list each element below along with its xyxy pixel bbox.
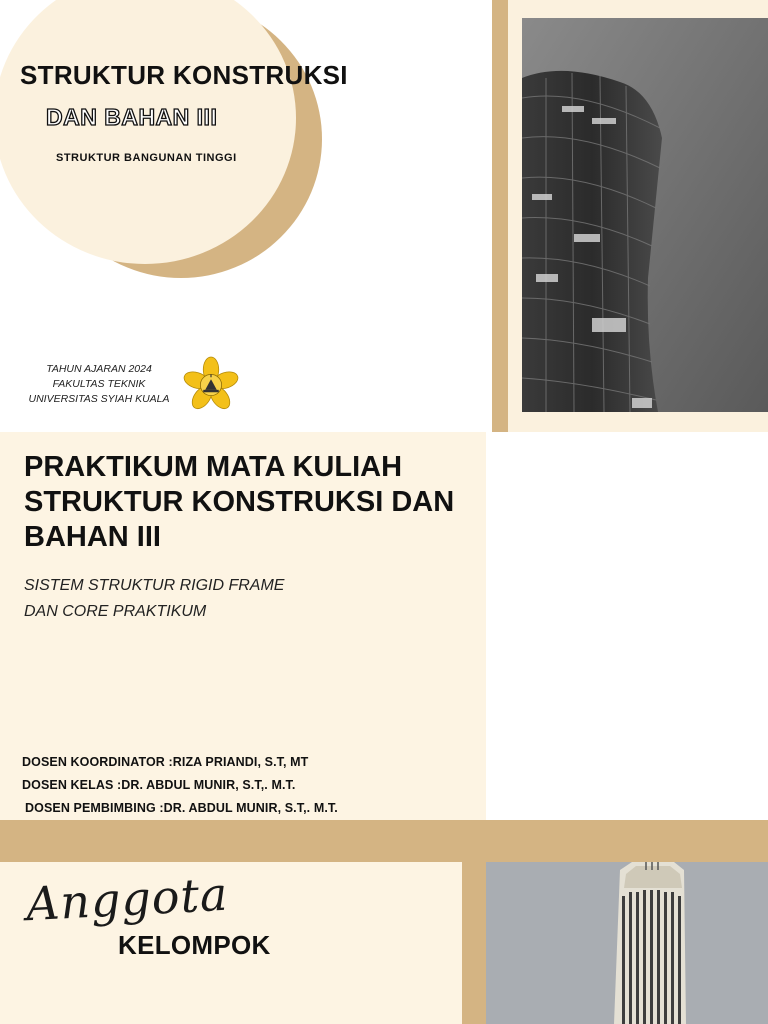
divider-band — [0, 820, 768, 862]
dosen-koordinator: DOSEN KOORDINATOR :RIZA PRIANDI, S.T, MT — [22, 755, 309, 769]
faculty-name: FAKULTAS TEKNIK — [52, 378, 146, 390]
cover-title-outline: DAN BAHAN III — [46, 104, 218, 130]
course-subtitle — [24, 573, 284, 625]
course-title — [24, 450, 544, 555]
cover-title: STRUKTUR KONSTRUKSI — [20, 60, 348, 90]
university-name: UNIVERSITAS SYIAH KUALA — [28, 393, 170, 405]
dosen-pembimbing: DOSEN PEMBIMBING :DR. ABDUL MUNIR, S.T,. M.T. — [25, 801, 338, 815]
course-title-line1: PRAKTIKUM MATA KULIAH — [24, 451, 403, 483]
dosen-kelas: DOSEN KELAS :DR. ABDUL MUNIR, S.T,. M.T. — [22, 778, 296, 792]
university-star-logo-icon — [182, 356, 240, 414]
course-title-line3: BAHAN III — [24, 521, 161, 553]
course-subtitle-line1: SISTEM STRUKTUR RIGID FRAME — [24, 577, 285, 594]
course-title-line2: STRUKTUR KONSTRUKSI DAN — [24, 486, 455, 518]
cover-subtitle: STRUKTUR BANGUNAN TINGGI — [56, 152, 237, 164]
skyscraper-photo — [486, 862, 768, 1024]
members-script-heading: Anggota — [24, 866, 230, 932]
course-subtitle-line2: DAN CORE PRAKTIKUM — [24, 603, 207, 620]
academic-year: TAHUN AJARAN 2024 — [46, 363, 152, 375]
tower-photo — [522, 18, 768, 412]
academic-info — [22, 362, 176, 407]
photo-frame-bar — [492, 0, 508, 432]
members-heading: KELOMPOK — [118, 930, 271, 960]
members-panel-accent — [462, 862, 486, 1024]
